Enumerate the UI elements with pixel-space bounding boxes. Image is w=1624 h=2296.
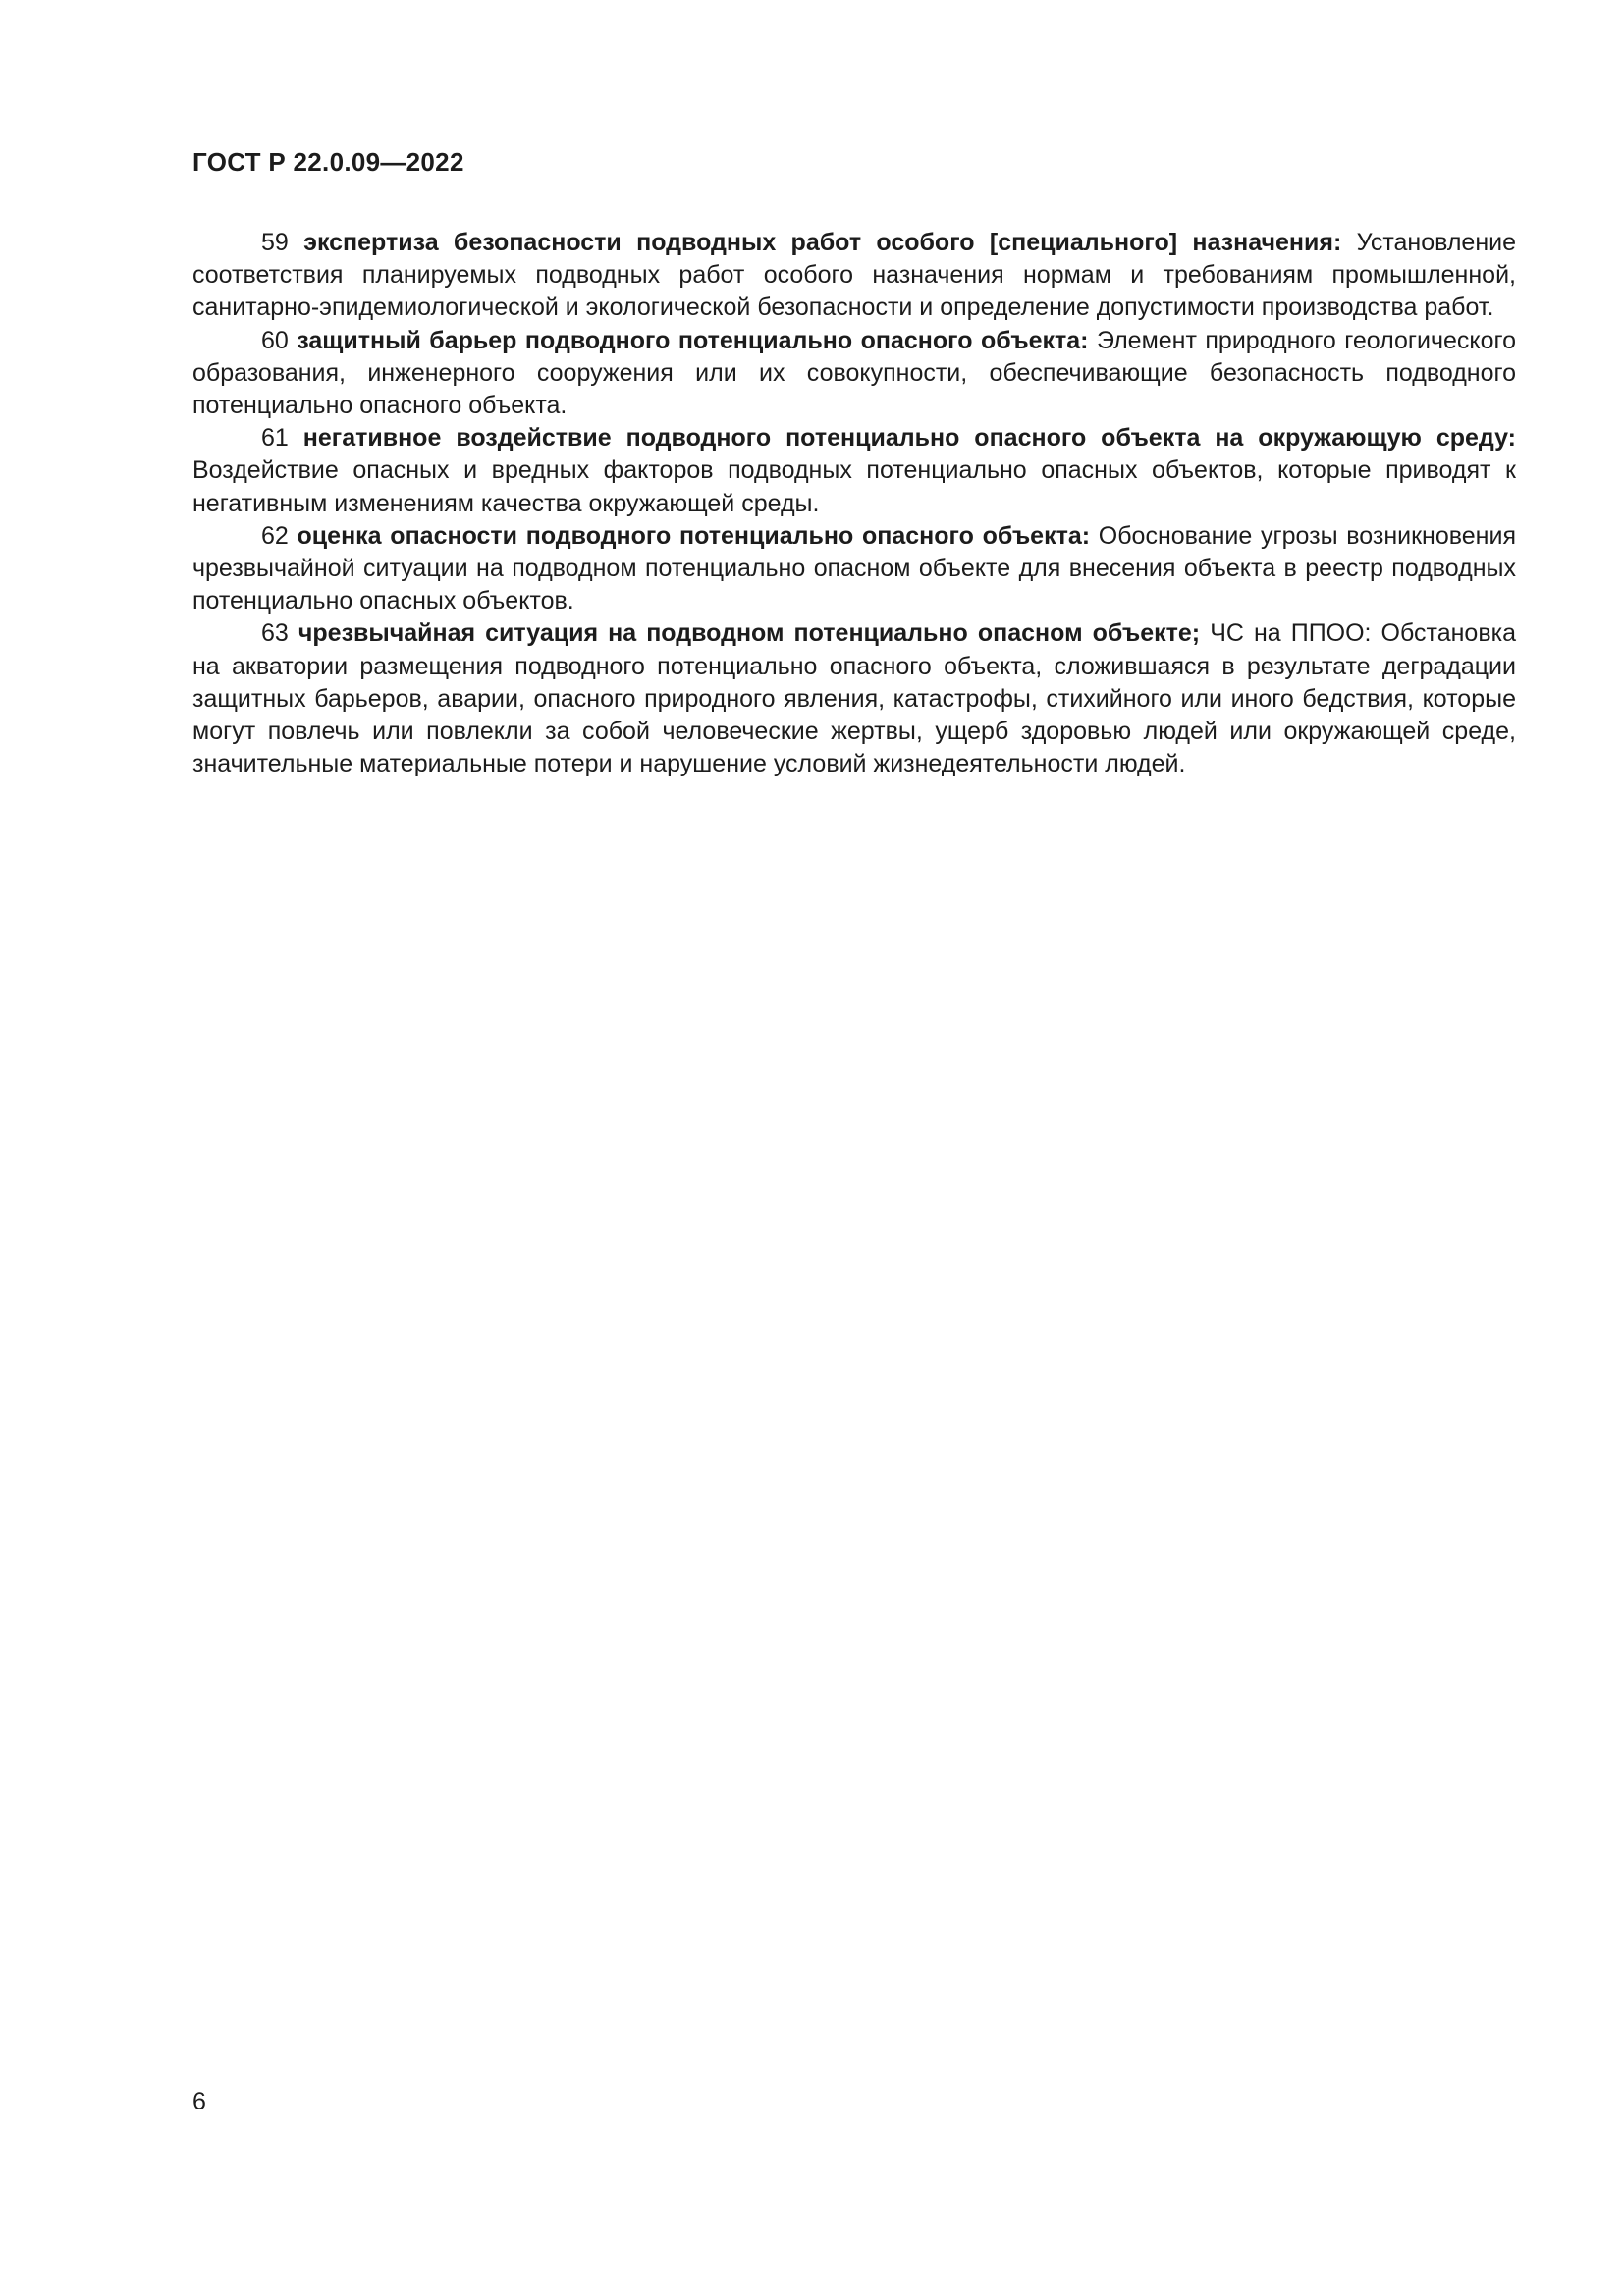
- term-entry-62: [192, 520, 1516, 618]
- term-title: негативное воздействие подводного потенциально опасного объекта на окружающую среду:: [302, 424, 1516, 453]
- term-title: защитный барьер подводного потенциально опасного объекта:: [297, 326, 1089, 354]
- term-definition: Элемент природного геологического образования, инженерного сооружения или их совокупности, обеспечивающие безопасность подводного потенциально опасного объекта.: [192, 326, 1516, 420]
- term-number: 61: [261, 424, 289, 453]
- term-number: 62: [261, 521, 289, 550]
- term-entry-59: [192, 227, 1516, 325]
- term-number: 63: [261, 619, 289, 648]
- term-entry-61: [192, 422, 1516, 520]
- document-designation: ГОСТ Р 22.0.09—2022: [192, 147, 464, 177]
- term-definition: Воздействие опасных и вредных факторов подводных потенциально опасных объектов, которые приводят к негативным изменениям качества окружающей среды.: [192, 456, 1516, 517]
- term-number: 60: [261, 326, 289, 354]
- terms-section: [192, 227, 1516, 780]
- term-number: 59: [261, 229, 289, 256]
- term-title: экспертиза безопасности подводных работ особого [специального] назначения:: [303, 229, 1342, 256]
- term-entry-63: [192, 617, 1516, 780]
- page-number: 6: [192, 2088, 206, 2115]
- term-definition: ЧС на ППОО: Обстановка на акватории размещения подводного потенциально опасного объекта, сложившаяся в результате деградации защитных барьеров, аварии, опасного природного явления, катастрофы, стихийного или иного бедствия, которые могут повлечь или повлекли за собой человеческие жертвы, ущерб здоровью людей или окружающей среде, значительные материальные потери и нарушение условий жизнедеятельности людей.: [192, 619, 1516, 778]
- term-entry-60: [192, 325, 1516, 423]
- term-title: чрезвычайная ситуация на подводном потенциально опасном объекте;: [298, 619, 1201, 648]
- term-definition: Обоснование угрозы возникновения чрезвычайной ситуации на подводном потенциально опасном объекте для внесения объекта в реестр подводных потенциально опасных объектов.: [192, 521, 1516, 615]
- term-title: оценка опасности подводного потенциально опасного объекта:: [297, 521, 1091, 550]
- term-definition: Установление соответствия планируемых подводных работ особого назначения нормам и требованиям промышленной, санитарно-эпидемиологической и экологической безопасности и определение допустимости производства работ.: [192, 229, 1516, 322]
